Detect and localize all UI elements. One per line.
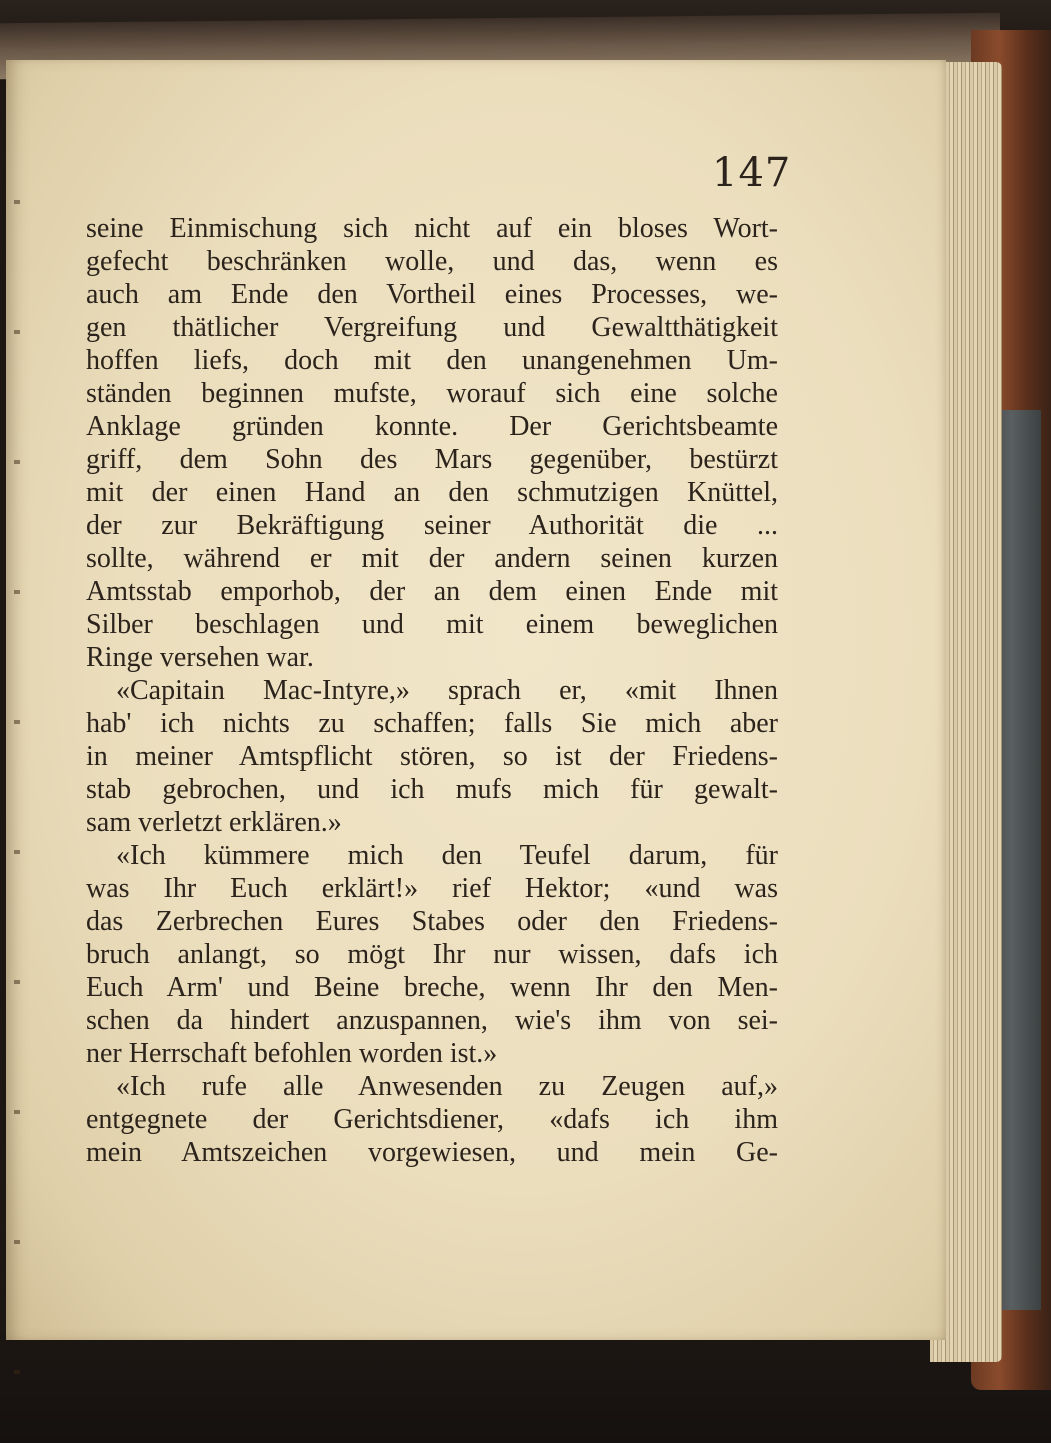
text-line: mit der einen Hand an den schmutzigen Knüttel, <box>86 477 778 508</box>
text-line: seine Einmischung sich nicht auf ein bloses Wort- <box>86 213 778 244</box>
text-line: sollte, während er mit der andern seinen kurzen <box>86 543 778 574</box>
text-line: stab gebrochen, und ich mufs mich für gewalt- <box>86 774 778 805</box>
text-line: gefecht beschränken wolle, und das, wenn es <box>86 246 778 277</box>
text-line: griff, dem Sohn des Mars gegenüber, bestürzt <box>86 444 778 475</box>
text-line: Amtsstab emporhob, der an dem einen Ende mit <box>86 576 778 607</box>
text-line: in meiner Amtspflicht stören, so ist der Friedens- <box>86 741 778 772</box>
text-line: «Ich kümmere mich den Teufel darum, für <box>116 840 778 871</box>
text-line: entgegnete der Gerichtsdiener, «dafs ich ihm <box>86 1104 778 1135</box>
text-line: auch am Ende den Vortheil eines Processes, we- <box>86 279 778 310</box>
text-line: ner Herrschaft befohlen worden ist.» <box>86 1038 498 1069</box>
text-line: ständen beginnen mufste, worauf sich eine solche <box>86 378 778 409</box>
text-line: was Ihr Euch erklärt!» rief Hektor; «und was <box>86 873 778 904</box>
text-line: Silber beschlagen und mit einem beweglichen <box>86 609 778 640</box>
gutter-marks <box>14 140 20 1390</box>
body-text <box>86 212 778 1169</box>
text-line: der zur Bekräftigung seiner Authorität die ... <box>86 510 778 541</box>
page-number: 147 <box>712 150 792 196</box>
text-line: «Capitain Mac-Intyre,» sprach er, «mit Ihnen <box>116 675 778 706</box>
text-line: Anklage gründen konnte. Der Gerichtsbeamte <box>86 411 778 442</box>
text-line: mein Amtszeichen vorgewiesen, und mein Ge- <box>86 1137 778 1168</box>
text-line: schen da hindert anzuspannen, wie's ihm von sei- <box>86 1005 778 1036</box>
text-line: hoffen liefs, doch mit den unangenehmen Um- <box>86 345 778 376</box>
text-line: das Zerbrechen Eures Stabes oder den Friedens- <box>86 906 778 937</box>
text-line: Ringe versehen war. <box>86 642 314 673</box>
text-line: Euch Arm' und Beine breche, wenn Ihr den Men- <box>86 972 778 1003</box>
text-line: gen thätlicher Vergreifung und Gewaltthätigkeit <box>86 312 778 343</box>
text-line: hab' ich nichts zu schaffen; falls Sie mich aber <box>86 708 778 739</box>
text-line: «Ich rufe alle Anwesenden zu Zeugen auf,» <box>116 1071 778 1102</box>
text-line: sam verletzt erklären.» <box>86 807 342 838</box>
text-line: bruch anlangt, so mögt Ihr nur wissen, dafs ich <box>86 939 778 970</box>
